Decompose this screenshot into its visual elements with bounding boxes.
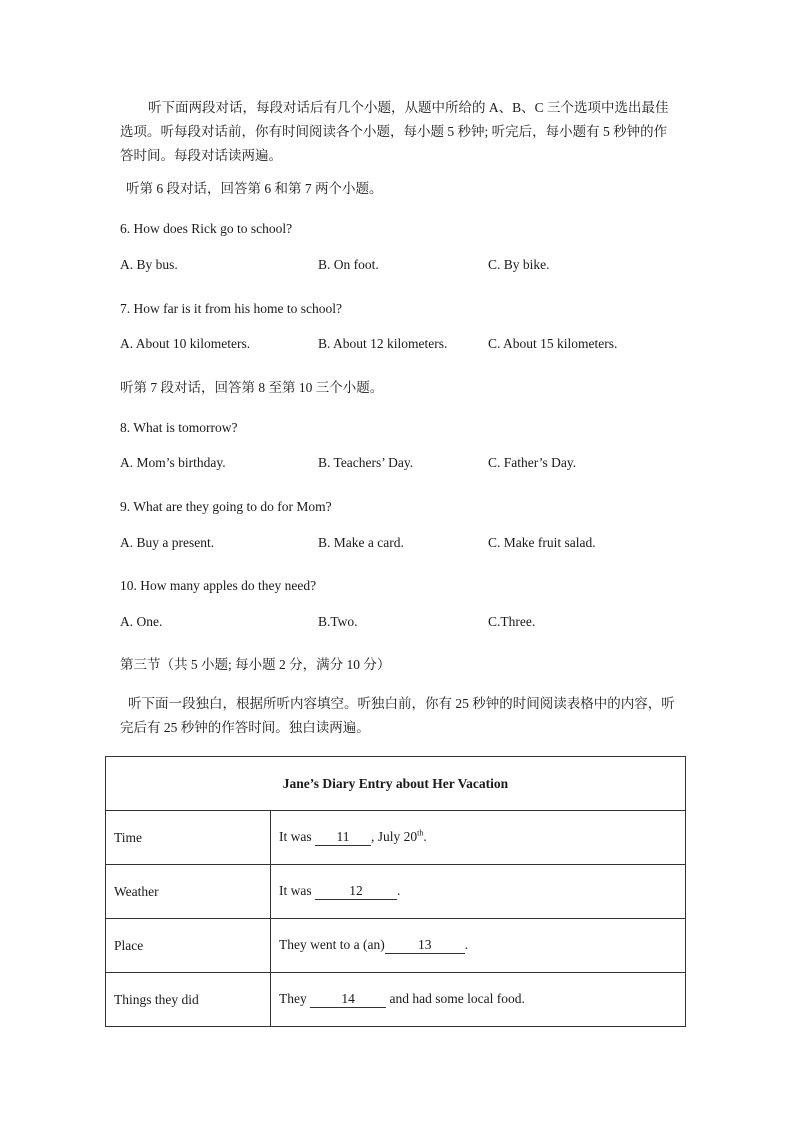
question-10: 10. How many apples do they need?: [120, 578, 317, 593]
answer-blank-14[interactable]: 14: [310, 991, 386, 1008]
ordinal-suffix: th: [417, 828, 424, 838]
option-c[interactable]: C.Three.: [488, 614, 536, 629]
table-row: [106, 811, 686, 865]
diary-table: [105, 756, 686, 1027]
question-6: 6. How does Rick go to school?: [120, 221, 293, 236]
table-row: [106, 973, 686, 1027]
option-b[interactable]: B. Make a card.: [318, 535, 404, 550]
question-8: 8. What is tomorrow?: [120, 420, 238, 435]
dialog-6-intro: 听第 6 段对话，回答第 6 和第 7 两个小题。: [126, 181, 383, 196]
row-content: [271, 811, 686, 865]
option-c[interactable]: C. Father’s Day.: [488, 455, 577, 470]
option-b[interactable]: B. On foot.: [318, 257, 379, 272]
table-title: Jane’s Diary Entry about Her Vacation: [106, 757, 686, 811]
option-c[interactable]: C. Make fruit salad.: [488, 535, 596, 550]
answer-blank-12[interactable]: 12: [315, 883, 397, 900]
option-a[interactable]: A. About 10 kilometers.: [120, 336, 251, 351]
option-b[interactable]: B.Two.: [318, 614, 358, 629]
text-after-blank: .: [464, 937, 469, 952]
question-9: 9. What are they going to do for Mom?: [120, 499, 332, 514]
question-7: 7. How far is it from his home to school?: [120, 301, 342, 316]
row-content: [271, 973, 686, 1027]
option-a[interactable]: A. Mom’s birthday.: [120, 455, 226, 470]
sentence-end: .: [423, 829, 427, 844]
row-label: Things they did: [106, 973, 271, 1027]
text-before-blank: They: [279, 991, 311, 1006]
text-before-blank: They went to a (an): [279, 937, 385, 952]
row-label: Weather: [106, 865, 271, 919]
answer-blank-13[interactable]: 13: [385, 937, 465, 954]
option-a[interactable]: A. By bus.: [120, 257, 178, 272]
row-content: [271, 865, 686, 919]
row-label: Place: [106, 919, 271, 973]
text-after-blank: , July 20: [371, 829, 418, 844]
option-b[interactable]: B. Teachers’ Day.: [318, 455, 414, 470]
row-label: Time: [106, 811, 271, 865]
text-after-blank: and had some local food.: [386, 991, 525, 1006]
option-a[interactable]: A. One.: [120, 614, 163, 629]
answer-blank-11[interactable]: 11: [315, 829, 371, 846]
section-3-instructions: 听下面一段独白，根据所听内容填空。听独白前，你有 25 秒钟的时间阅读表格中的内容，听完后有 25 秒钟的作答时间。独白读两遍。: [120, 696, 675, 735]
option-c[interactable]: C. By bike.: [488, 257, 550, 272]
option-c[interactable]: C. About 15 kilometers.: [488, 336, 618, 351]
text-before-blank: It was: [279, 883, 315, 898]
option-a[interactable]: A. Buy a present.: [120, 535, 215, 550]
section-instructions: 听下面两段对话，每段对话后有几个小题，从题中所给的 A、B、C 三个选项中选出最佳选项。听每段对话前，你有时间阅读各个小题，每小题 5 秒钟; 听完后，每小题有 5 秒钟的作答时间。每段对话读两遍。: [120, 100, 669, 163]
dialog-7-intro: 听第 7 段对话，回答第 8 至第 10 三个小题。: [120, 380, 384, 395]
text-before-blank: It was: [279, 829, 315, 844]
table-row: [106, 919, 686, 973]
text-after-blank: .: [397, 883, 401, 898]
row-content: [271, 919, 686, 973]
section-3-heading: 第三节（共 5 小题; 每小题 2 分，满分 10 分）: [120, 657, 391, 672]
option-b[interactable]: B. About 12 kilometers.: [318, 336, 448, 351]
table-row: [106, 865, 686, 919]
